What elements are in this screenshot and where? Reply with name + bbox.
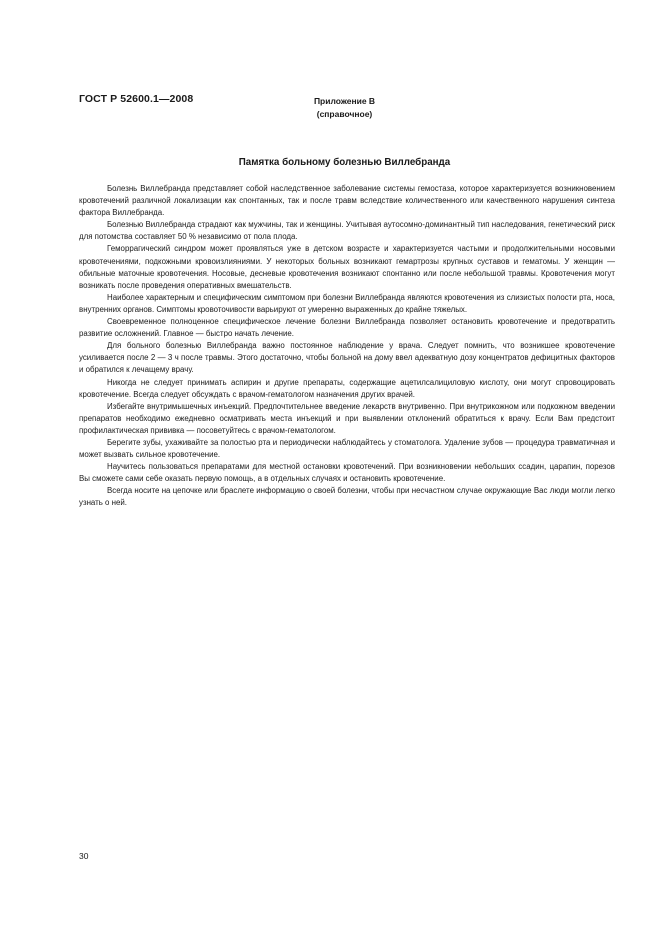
paragraph: Болезнь Виллебранда представляет собой наследственное заболевание системы гемостаза, которое характеризуется возникновением кровотечений различной локализации как спонтанных, так и после травм вследствие количественного или качественного нарушения синтеза фактора Виллебранда.	[79, 184, 615, 218]
appendix-label: Приложение В	[313, 96, 376, 106]
paragraph: Наиболее характерным и специфическим симптомом при болезни Виллебранда являются кровотечения из слизистых полости рта, носа, внутренних органов. Симптомы кровоточивости варьируют от умеренно выраженных до крайне тяжелых.	[79, 292, 615, 314]
appendix-type: (справочное)	[316, 109, 373, 119]
paragraph: Своевременное полноценное специфическое лечение болезни Виллебранда позволяет остановить кровотечение и предотвратить развитие осложнений. Главное — быстро начать лечение.	[79, 317, 615, 339]
paragraph: Берегите зубы, ухаживайте за полостью рта и периодически наблюдайтесь у стоматолога. Удаление зубов — процедура травматичная и может вызвать сильное кровотечение.	[79, 437, 615, 460]
body-text	[79, 183, 615, 510]
paragraph: Научитесь пользоваться препаратами для местной остановки кровотечений. При возникновении небольших ссадин, царапин, порезов Вы сможете сами себе оказать первую помощь, а в отдельных случаях и остановить кровотечение.	[79, 462, 615, 484]
document-title: Памятка больному болезнью Виллебранда	[238, 157, 451, 168]
paragraph: Болезнью Виллебранда страдают как мужчины, так и женщины. Учитывая аутосомно-доминантный тип наследования, генетический риск для потомства составляет 50 % независимо от пола плода.	[79, 220, 615, 242]
document-code: ГОСТ Р 52600.1—2008	[79, 93, 194, 105]
paragraph: Всегда носите на цепочке или браслете информацию о своей болезни, чтобы при несчастном случае окружающие Вас люди могли легко узнать о ней.	[79, 486, 615, 508]
paragraph: Для больного болезнью Виллебранда важно постоянное наблюдение у врача. Следует помнить, что возникшее кровотечение усиливается после 2 — 3 ч после травмы. Этого достаточно, чтобы больной на дому ввел адекватную дозу концентратов дефицитных факторов и обратился к лечащему врачу.	[79, 341, 615, 375]
paragraph: Никогда не следует принимать аспирин и другие препараты, содержащие ацетилсалициловую кислоту, они могут спровоцировать кровотечение. Всегда следует обсуждать с врачом-гематологом назначения других врачей.	[79, 377, 615, 399]
page-number: 30	[79, 851, 89, 861]
paragraph: Геморрагический синдром может проявляться уже в детском возрасте и характеризуется частыми и продолжительными носовыми кровотечениями, подкожными кровоизлияниями. У некоторых больных возникают гемартрозы крупных суставов и гематомы. У женщин — обильные маточные кровотечения. Носовые, десневые кровотечения возникают спонтанно или после небольшой травмы. Кровотечения могут возникать после проведения оперативных вмешательств.	[79, 244, 615, 290]
paragraph: Избегайте внутримышечных инъекций. Предпочтительнее введение лекарств внутривенно. При внутрикожном или подкожном введении препаратов необходимо ежедневно осматривать места инъекций и при выявлении отклонений обратиться к врачу. Если Вам предстоит профилактическая прививка — посоветуйтесь с врачом-гематологом.	[79, 401, 615, 435]
